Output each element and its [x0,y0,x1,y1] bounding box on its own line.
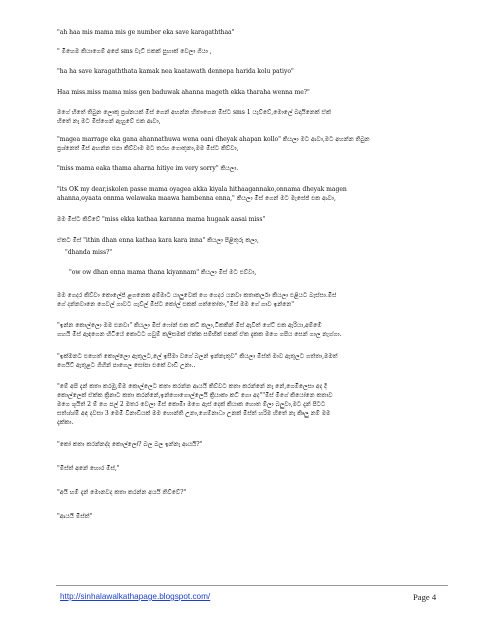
text-line: "ආයයි මිස්ත්" [57,513,93,520]
text-line: Haa miss.miss mama miss gen baduwak ahanna mageth ekka tharaha wenna me?" [57,89,310,96]
text-line: "මේ අපි දැන් කතා කරමු,ම්ම කොල්ලෙට කතා කරන්න ආයයි කිව්වට කතා කරන්නේ නෑ නේ,ගෙමිලෙසා අද දී [57,383,327,390]
text-line: " මිහෙම කියාගෙම් අපේ sms චැට් එකක් පුහාක් වෙලා ගියා , [57,48,212,55]
paragraph-6 [57,135,370,153]
text-line: "ඉන්න කොල්ලො මම එනවා" කියලා මිස් ෆෝන් එක කට් කලා,ටිකකින් මිස් ඇවිත් ගේට් එක ඇරියා,අම්මේ [57,322,322,329]
paragraph-9 [57,215,265,224]
text-line: මගේ හිතේ තිබුන ලොකු ප්‍රශ්නයක් මිස් ගෙන් අහන්න හිතාගෙන මිස්ට sms 1 යැව්වේ,මොලේ බදායිනෙක් ඒක් [57,109,331,116]
text-line: "ඉක්මනට එහෙත් කොල්ලො ඇතුලට,ලේ ඉසීමා වගේ බලන් ඉන්නැතුව" කියලා මිස්ත් මාව ඇතුලට ගත්තා,මමත් [57,353,338,360]
text-line: "කෝ කතා කරන්නද්ද කොල්ලෝ? බල බල ඉන්නැ ආයයි?" [57,441,203,448]
paragraph-5 [57,108,331,126]
paragraph-17 [57,440,202,449]
text-line: ගහයි මිස් ඇඳගෙන හිටියේ කොටට ගවුම් කලිසමක් ඒක්ක සම්භික් එකක් ඒක දැකක මගෙ ගපිය සෙන් ගාල නැග්ගා. [57,331,342,338]
paragraph-2 [57,47,212,56]
paragraph-7 [57,164,238,173]
paragraph-15 [57,352,338,370]
paragraph-16 [57,382,333,427]
paragraph-11 [65,248,112,257]
text-line: "ah haa mis mama mis ge number eka save karagaththaa" [57,29,235,36]
text-line: ප්‍රශ්නෙත් මිස් අහන්න එපා කිව්වාම මට තරහ ගොතුනා,මම මිස්ට කිව්වා, [57,145,239,152]
page-number: Page 4 [413,592,437,602]
footer-divider [56,585,448,586]
text-line: ගෙයිට් ඇතුළට ගිහින් පාගෙල සෝපා එකේ වාඩි උනා.. [57,362,196,369]
paragraph-19 [57,488,186,497]
paragraph-4 [57,88,310,97]
text-line: "magea marrage eka gana ahannathuwa wena oani dheyak ahapan kollo" කියලා මට ආවා,මට අහන්න තිබුන [57,136,370,143]
paragraph-18 [57,464,120,473]
paragraph-8 [57,185,347,203]
text-line: "dhanda miss?" [65,249,113,256]
text-line: කොල්ලෙක් ඒක්ක ක්‍රිනාට කතා කරන්නේ,ඉන්ගොගොල්ලෙයි ක්‍රියාකා කට් ගො අද""මිස් මිගේ කියෝනෙ කතාව [57,392,333,399]
text-line: "අයි හම් දැන් මොනවද කතා කරන්න අයයි තිව්වේ?" [57,489,187,496]
text-line: ඒකට මිස් "ithin dhan enna kathaa kara kara inna" කියලා පිළිතුරු කලා, [57,237,259,244]
text-line: මගෙ ශුයිත් 2 ම් ගෙ පල් 2 මතර වෙලා මිස් කොමිා මගෙ ඇස් දෙක් කියාක හොත ම්ලා බලුවා,මට දැන් පිටට [57,401,326,408]
paragraph-12 [69,268,256,277]
text-line: "miss mama eaka thama aharna hitiye im very sorry" කියලා. [57,165,239,172]
text-line: හිතේ නෑ මට මිස්ගෙන් ඇහුවේ එක ආවා, [57,118,161,125]
paragraph-13 [57,291,336,309]
text-line: මම ගෙදර කිව්වා කොලේජ් ළගනෙක අම්මාට යාලුවෙක් ගෙ ගෙදර යනවා කතාකර්ලා කියලා එළියට බැස්සා.මිස් [57,292,337,299]
paragraph-1 [57,28,234,37]
text-line: "ow ow dhan enna mama thana kiyannam" කියලා මිස් මට එව්වා, [69,269,257,276]
text-line: "මිස්ත් අනේ හොර මිස්," [57,465,120,472]
text-line: මම මිස්ට කිව්වේ "miss ekka kathaa karanna mama hugaak aasai miss" [57,216,266,223]
paragraph-10 [57,236,259,245]
paragraph-20 [57,512,92,521]
text-line: දැක්කා. [57,419,74,426]
paragraph-14 [57,321,341,339]
text-line: සත්ශ්ශ්මි අඳ දවසා 3 මෙමි විනාඩියක් මම හොන්ති උනා,ගෙම්නාධා උනක් මිස්ත් හරිම හිතේ නැ කිෘලු නම් මම [57,410,331,417]
text-line: "ha ha save karagaththata kamak nea kaatawath dennepa harida kolu patiyo" [57,68,294,75]
footer-blog-link[interactable]: http://sinhalawalkathapage.blogspot.com/ [60,592,211,601]
text-line: "its OK my dear,iskolen passe mama oyagea akka kiyala hithaagannako,onnama dheyak magen [57,186,347,193]
text-line: ahanna,oyaata onnma welawaka maawa hambenna enna," කියලා මිස් ගෙන් මට මැසේජ් එක ආවා, [57,195,336,202]
paragraph-3 [57,67,294,76]
text-line: ගේ දන්නවානෙ ගෙවල් ගාවට ගැව්ල් මිස්ට කෝල් එකක් ගත්තෝතං,"මිස් මම ගේ ගාව ඉන්නෙ" [57,301,294,308]
